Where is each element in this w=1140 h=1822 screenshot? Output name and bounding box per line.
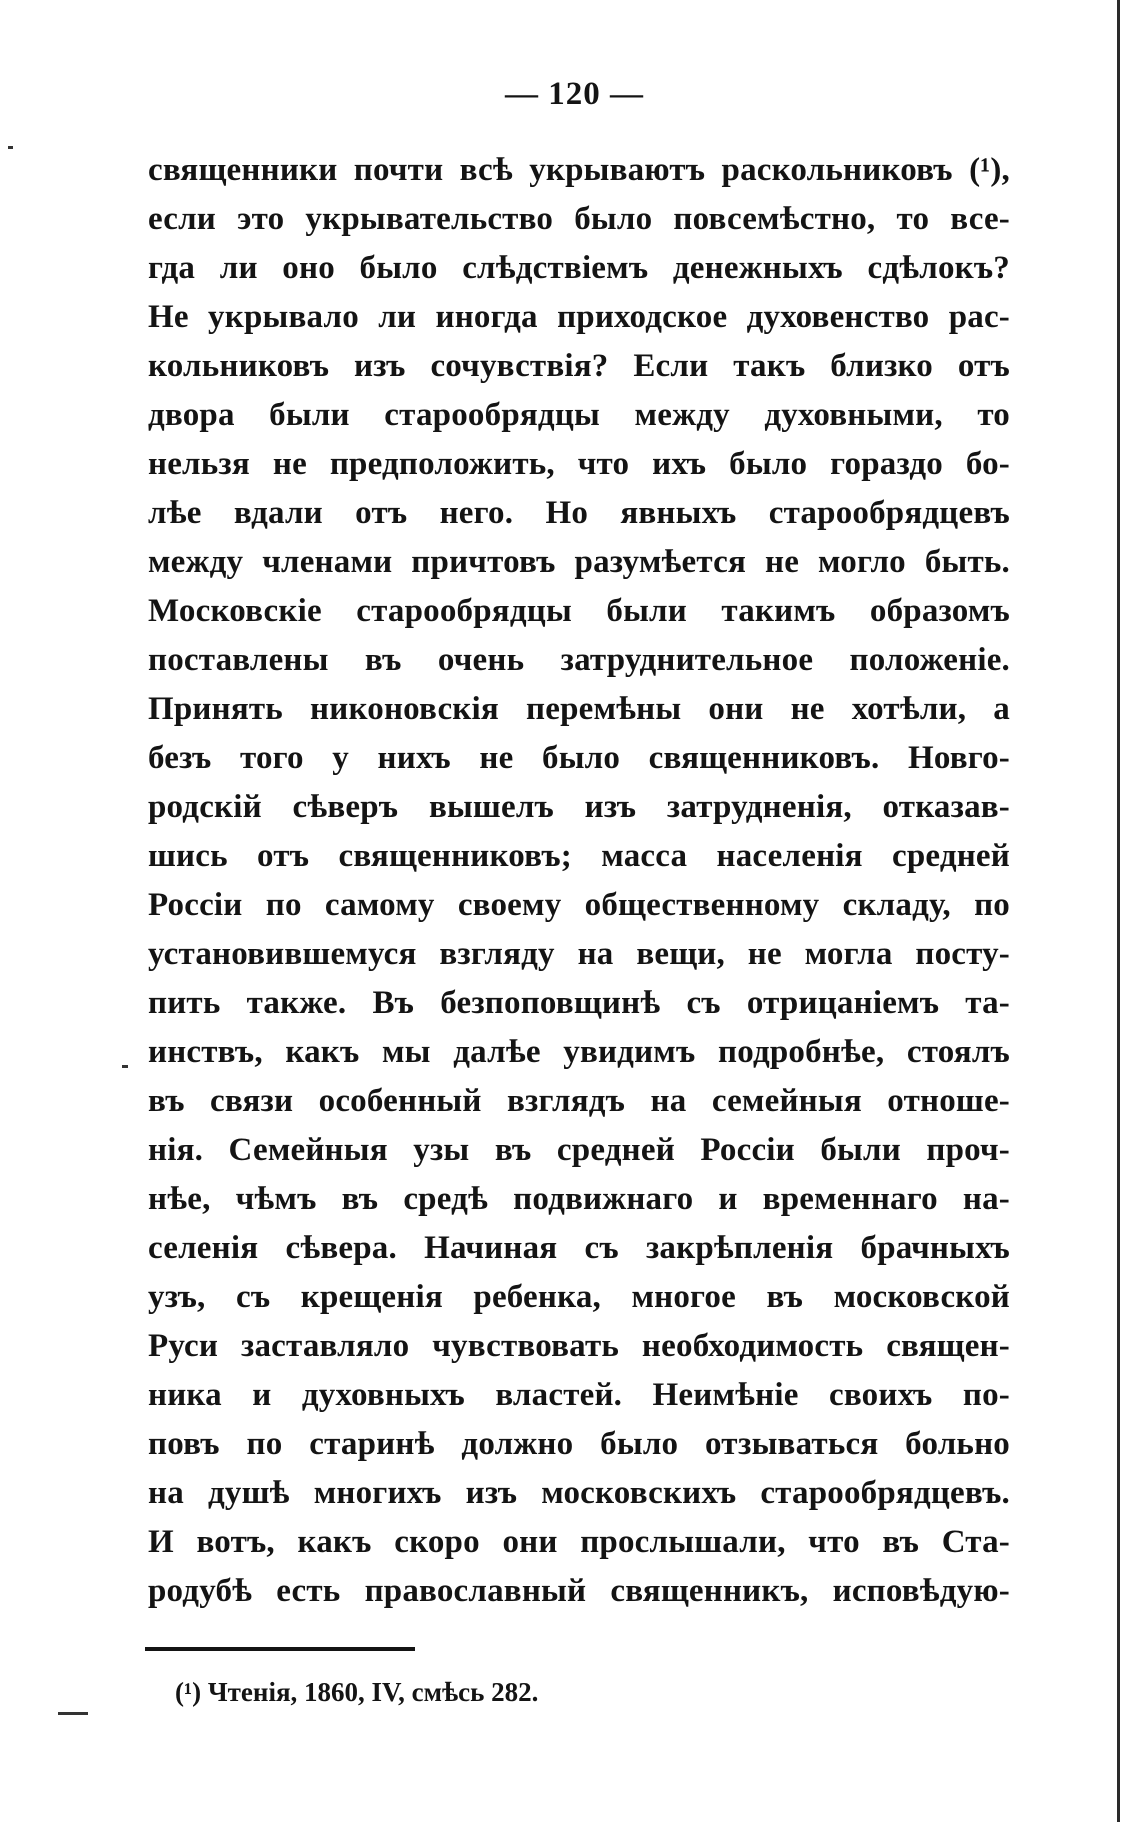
text-line: родубѣ есть православный священникъ, исповѣдую- [148,1573,1010,1609]
text-line: Московскіе старообрядцы были такимъ образомъ [148,593,1010,629]
text-line: кольниковъ изъ сочувствія? Если такъ близко отъ [148,348,1010,384]
body-text [148,146,1010,1616]
text-line: Не укрывало ли иногда приходское духовенство рас- [148,299,1010,335]
text-line: нія. Семейныя узы въ средней Россіи были проч- [148,1132,1010,1168]
text-line: нельзя не предположить, что ихъ было гораздо бо- [148,446,1010,482]
text-line: И вотъ, какъ скоро они прослышали, что въ Ста- [148,1524,1010,1560]
text-line: на душѣ многихъ изъ московскихъ старообрядцевъ. [148,1475,1010,1511]
text-line: двора были старообрядцы между духовными, то [148,397,1010,433]
scan-speck [8,146,13,149]
scan-speck [58,1712,88,1715]
scan-edge-line [1117,0,1120,1822]
text-line: въ связи особенный взглядъ на семейныя отноше- [148,1083,1010,1119]
text-line: лѣе вдали отъ него. Но явныхъ старообрядцевъ [148,495,1010,531]
text-line: между членами причтовъ разумѣется не могло быть. [148,544,1010,580]
text-line: узъ, съ крещенія ребенка, многое въ московской [148,1279,1010,1315]
text-line: шись отъ священниковъ; масса населенія средней [148,838,1010,874]
text-line: поставлены въ очень затруднительное положеніе. [148,642,1010,678]
text-line: инствъ, какъ мы далѣе увидимъ подробнѣе, стоялъ [148,1034,1010,1070]
text-line: повъ по старинѣ должно было отзываться больно [148,1426,1010,1462]
text-line: пить также. Въ безпоповщинѣ съ отрицаніемъ та- [148,985,1010,1021]
text-line: ника и духовныхъ властей. Неимѣніе своихъ по- [148,1377,1010,1413]
footnote: (¹) Чтенія, 1860, IV, смѣсь 282. [175,1677,539,1707]
footnote-divider [145,1647,415,1651]
text-line: селенія сѣвера. Начиная съ закрѣпленія брачныхъ [148,1230,1010,1266]
scan-speck [122,1065,128,1068]
text-line: Принять никоновскія перемѣны они не хотѣли, а [148,691,1010,727]
text-line: если это укрывательство было повсемѣстно, то все- [148,201,1010,237]
text-line: Руси заставляло чувствовать необходимость священ- [148,1328,1010,1364]
text-line: безъ того у нихъ не было священниковъ. Новго- [148,740,1010,776]
text-line: установившемуся взгляду на вещи, не могла посту- [148,936,1010,972]
text-line: Россіи по самому своему общественному складу, по [148,887,1010,923]
text-line: нѣе, чѣмъ въ средѣ подвижнаго и временнаго на- [148,1181,1010,1217]
text-line: родскій сѣверъ вышелъ изъ затрудненія, отказав- [148,789,1010,825]
page-number: — 120 — [505,76,644,112]
text-line: гда ли оно было слѣдствіемъ денежныхъ сдѣлокъ? [148,250,1010,286]
text-line: священники почти всѣ укрываютъ раскольниковъ (¹), [148,152,1010,188]
